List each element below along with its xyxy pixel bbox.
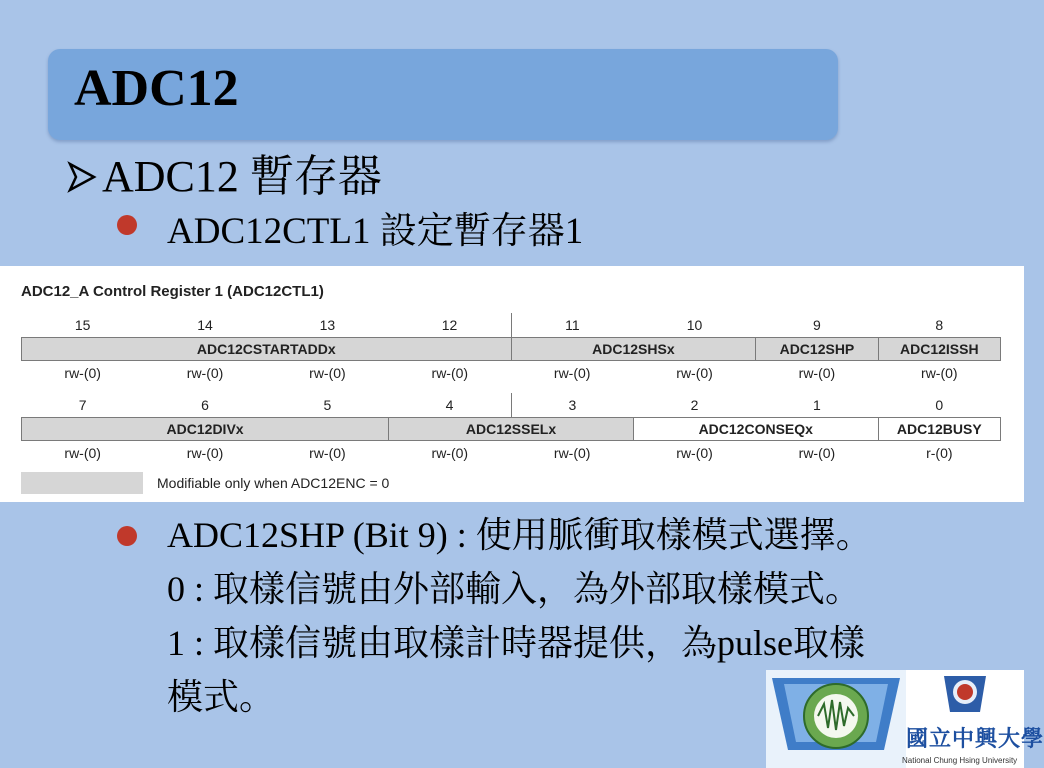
access-type: rw-(0) bbox=[553, 445, 591, 461]
university-name: 國立中興大學 bbox=[906, 727, 1044, 752]
bullet-2-line: 0 : 取樣信號由外部輸入，為外部取樣模式。 bbox=[167, 569, 862, 609]
field-shp: ADC12SHP bbox=[756, 338, 878, 361]
access-type: rw-(0) bbox=[309, 445, 346, 461]
bullet-2-line: 1 : 取樣信號由取樣計時器提供，為pulse取樣 bbox=[167, 623, 865, 663]
bit-number: 11 bbox=[511, 313, 633, 338]
register-caption: ADC12_A Control Register 1 (ADC12CTL1) bbox=[21, 283, 324, 300]
access-type: rw-(0) bbox=[431, 365, 469, 381]
register-lower-table bbox=[21, 393, 1001, 465]
access-type: rw-(0) bbox=[431, 445, 469, 461]
bit-number: 0 bbox=[935, 397, 944, 413]
access-type: rw-(0) bbox=[798, 445, 836, 461]
bit-number: 14 bbox=[197, 317, 213, 333]
access-type: rw-(0) bbox=[186, 365, 224, 381]
level1-text: ADC12 暫存器 bbox=[102, 152, 382, 201]
university-seal-icon bbox=[766, 670, 906, 768]
access-type: rw-(0) bbox=[676, 445, 713, 461]
register-upper-table bbox=[21, 313, 1001, 385]
field-shs: ADC12SHSx bbox=[511, 338, 756, 361]
slide-title: ADC12 bbox=[74, 60, 239, 117]
arrow-bullet-icon bbox=[66, 162, 96, 192]
bullet-1-text: ADC12CTL1 設定暫存器1 bbox=[167, 211, 584, 252]
access-type: rw-(0) bbox=[676, 365, 713, 381]
bullet-2-line: ADC12SHP (Bit 9) : 使用脈衝取樣模式選擇。 bbox=[167, 515, 872, 555]
field-busy: ADC12BUSY bbox=[878, 418, 1000, 441]
bit-number: 10 bbox=[686, 317, 703, 333]
bit-number: 5 bbox=[323, 397, 332, 413]
field-ssel: ADC12SSELx bbox=[389, 418, 634, 441]
bit-number-row bbox=[22, 393, 1001, 418]
bit-number: 7 bbox=[78, 397, 87, 413]
university-logo-area bbox=[766, 670, 1024, 768]
bit-number: 15 bbox=[74, 317, 91, 333]
bit-number: 12 bbox=[441, 317, 458, 333]
bit-number: 3 bbox=[511, 393, 633, 418]
access-type: rw-(0) bbox=[309, 365, 346, 381]
bit-number: 6 bbox=[201, 397, 209, 413]
bit-number: 9 bbox=[813, 317, 821, 333]
access-type: rw-(0) bbox=[921, 365, 958, 381]
access-row bbox=[22, 441, 1001, 466]
bullet-2-line: 模式。 bbox=[167, 677, 276, 717]
bit-number: 13 bbox=[319, 317, 336, 333]
access-type: rw-(0) bbox=[186, 445, 224, 461]
bit-number-row bbox=[22, 313, 1001, 338]
access-row bbox=[22, 361, 1001, 386]
title-bar bbox=[48, 49, 838, 140]
bit-number: 4 bbox=[445, 397, 454, 413]
field-div: ADC12DIVx bbox=[22, 418, 389, 441]
access-type: rw-(0) bbox=[64, 445, 101, 461]
bit-number: 2 bbox=[690, 397, 699, 413]
legend-swatch bbox=[21, 472, 143, 494]
university-emblem-icon bbox=[942, 672, 988, 718]
access-type: rw-(0) bbox=[553, 365, 591, 381]
access-type: rw-(0) bbox=[798, 365, 836, 381]
level1-heading bbox=[66, 140, 382, 204]
university-caption: National Chung Hsing University bbox=[902, 756, 1018, 765]
bit-number: 1 bbox=[813, 397, 821, 413]
bit-number: 8 bbox=[935, 317, 944, 333]
field-name-row bbox=[22, 418, 1001, 441]
field-issh: ADC12ISSH bbox=[878, 338, 1000, 361]
field-name-row bbox=[22, 338, 1001, 361]
field-cstartadd: ADC12CSTARTADDx bbox=[22, 338, 512, 361]
bullet-dot-icon bbox=[117, 526, 137, 546]
field-conseq: ADC12CONSEQx bbox=[633, 418, 878, 441]
register-figure bbox=[0, 266, 1024, 502]
bullet-dot-icon bbox=[117, 215, 137, 235]
access-type: rw-(0) bbox=[64, 365, 101, 381]
legend-text: Modifiable only when ADC12ENC = 0 bbox=[157, 475, 390, 491]
access-type: r-(0) bbox=[926, 445, 953, 461]
